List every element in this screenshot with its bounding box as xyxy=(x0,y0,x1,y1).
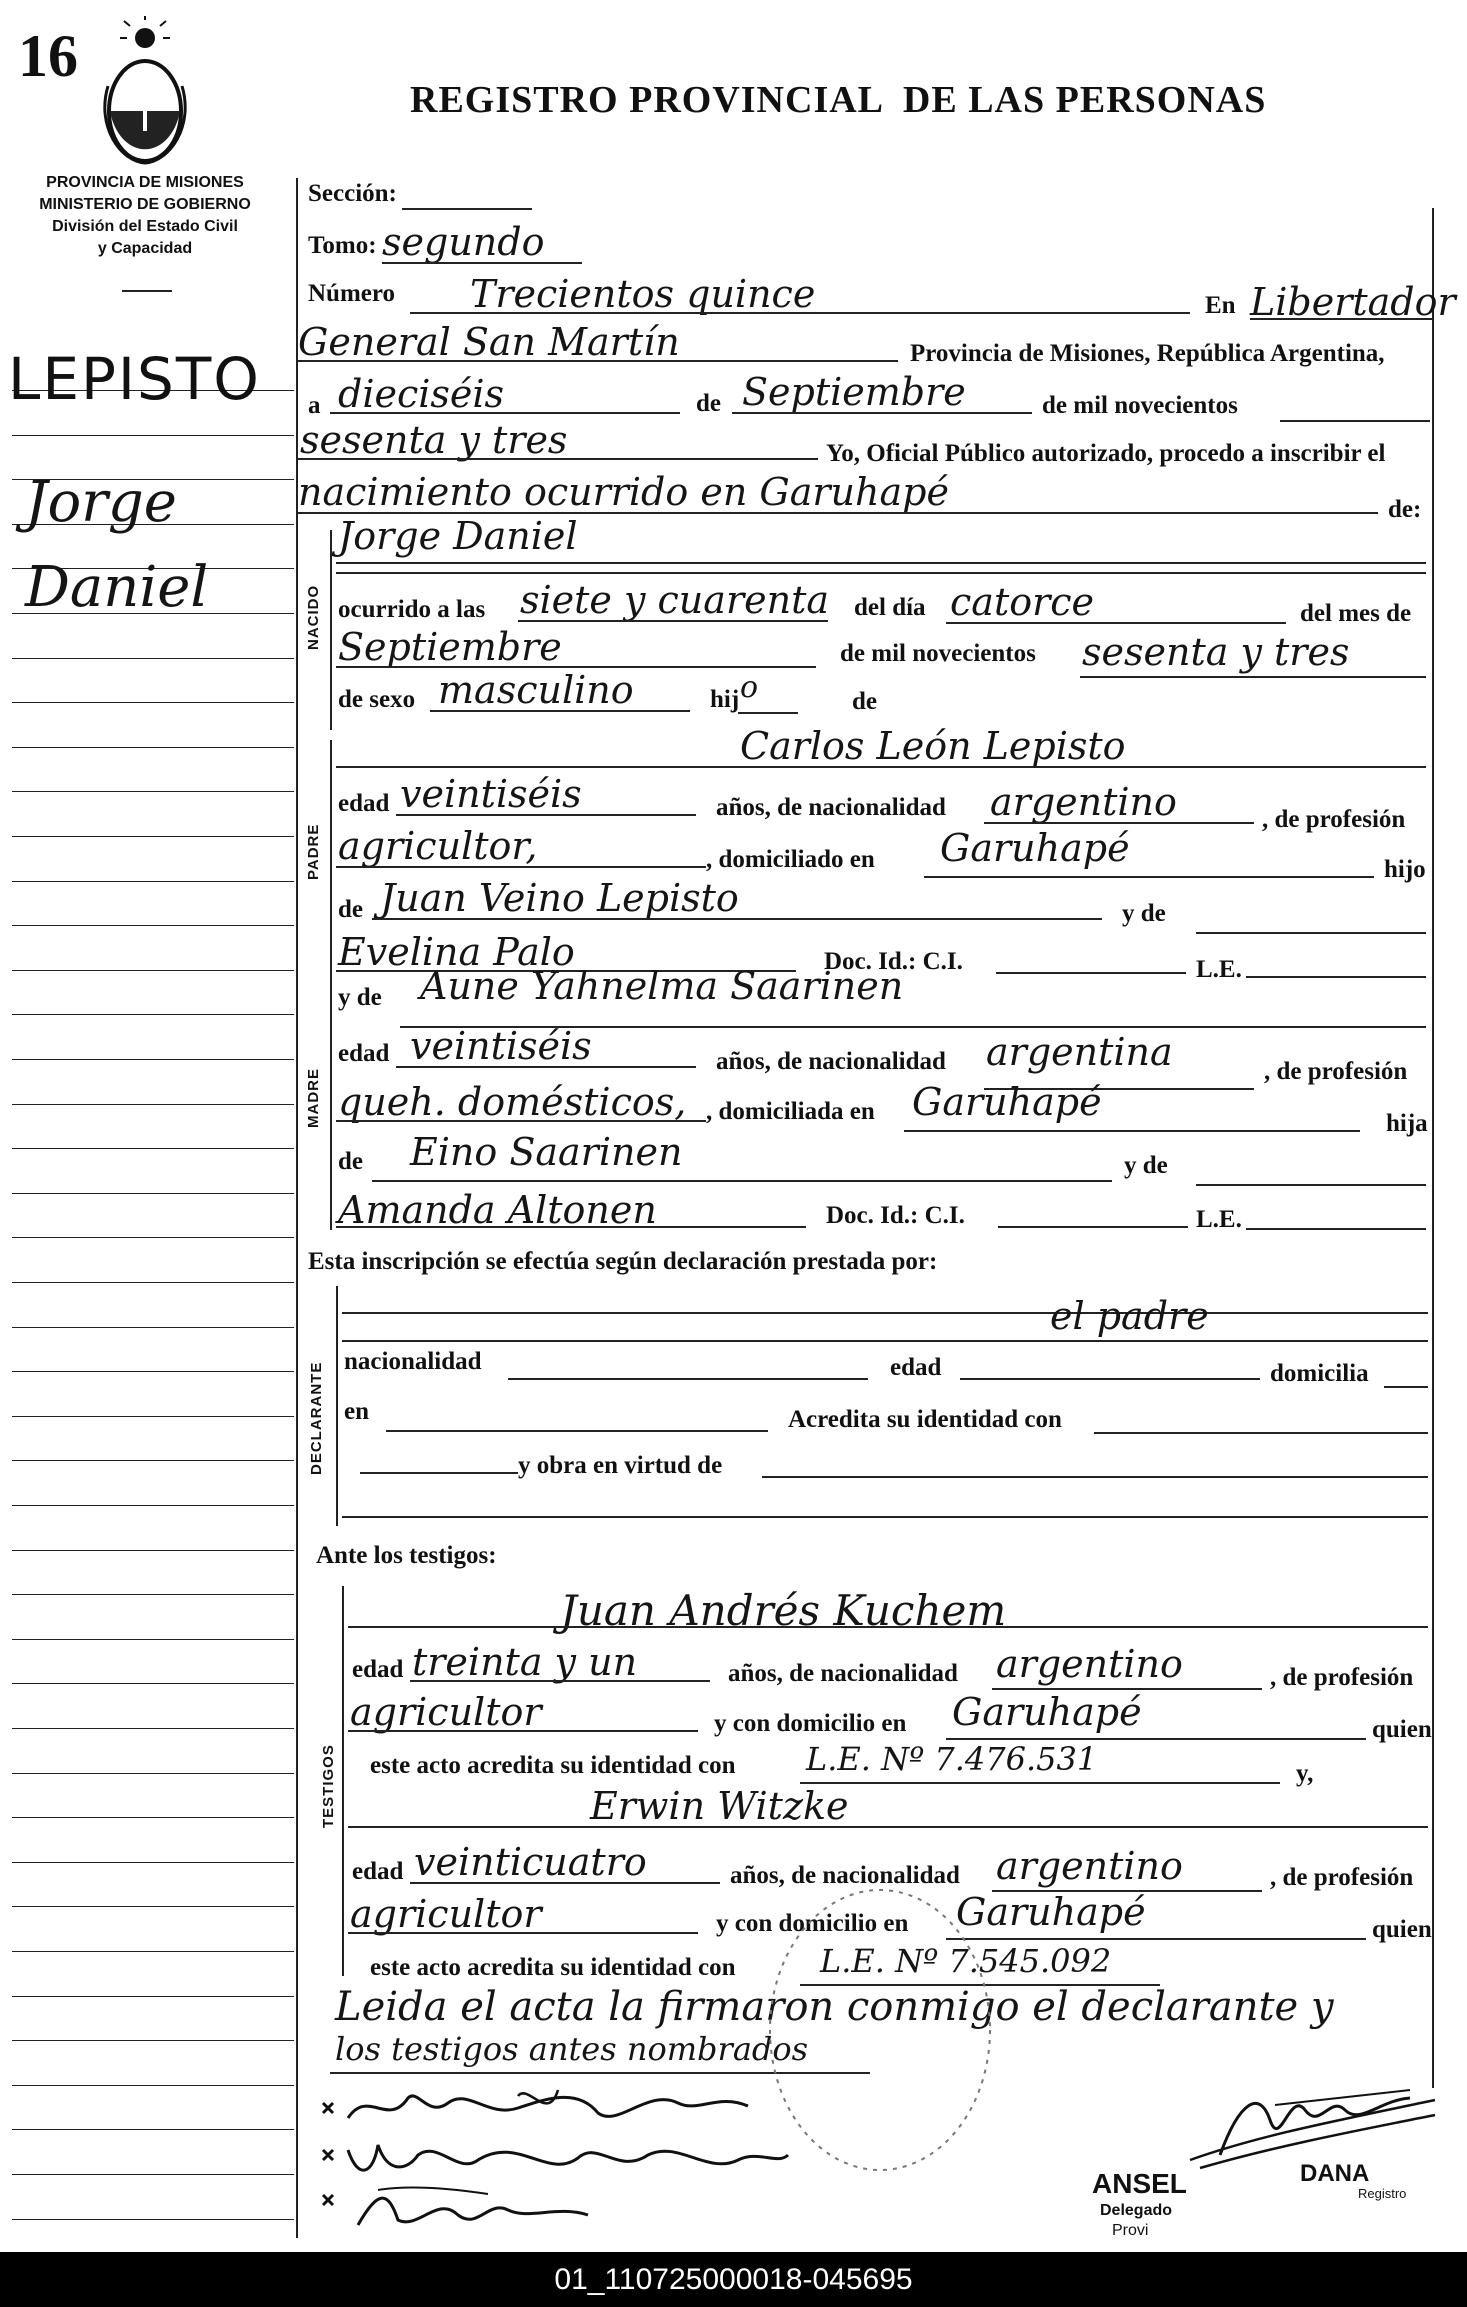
margin-ruled-line xyxy=(12,747,294,748)
madre-prof-value: queh. domésticos, xyxy=(338,1080,687,1124)
madre-edad-value: veintiséis xyxy=(410,1024,592,1068)
lugar-line xyxy=(298,360,898,362)
madre-le-line xyxy=(1246,1228,1426,1230)
margin-ruled-line xyxy=(12,1282,294,1283)
hijo-suffix: o xyxy=(740,670,759,705)
abuelo-p-de-label: de xyxy=(338,896,363,923)
testigo2-anios-label: años, de nacionalidad xyxy=(730,1862,960,1889)
padre-prof-value: agricultor, xyxy=(338,824,538,868)
declarante-line-b xyxy=(342,1340,1428,1342)
declarante-value: el padre xyxy=(1050,1294,1209,1338)
dia-line xyxy=(330,412,680,414)
declarante-obra-pre-line xyxy=(360,1472,518,1474)
margin-ruled-line xyxy=(12,1773,294,1774)
mes-nac-value: Septiembre xyxy=(338,625,562,669)
abuelo-p-line xyxy=(372,918,1102,920)
declarante-en-line xyxy=(386,1430,768,1432)
ocurrido-label: ocurrido a las xyxy=(338,596,486,623)
signature-testigo2 xyxy=(318,2180,618,2240)
padre-nac-value: argentino xyxy=(990,780,1177,824)
testigos-bracket xyxy=(342,1586,344,1976)
abuelo-p-value: Juan Veino Lepisto xyxy=(380,876,739,920)
testigo2-quien-label: quien xyxy=(1372,1916,1432,1943)
testigo2-prof-value: agricultor xyxy=(350,1892,542,1936)
margin-ruled-line xyxy=(12,1371,294,1372)
margin-ruled-line xyxy=(12,1951,294,1952)
margin-ruled-line xyxy=(12,1639,294,1640)
declarante-acredita-line xyxy=(1094,1432,1428,1434)
nombre-line xyxy=(336,562,1426,564)
padre-le-label: L.E. xyxy=(1196,956,1242,983)
side-label-testigos: TESTIGOS xyxy=(320,1744,337,1828)
side-label-madre: MADRE xyxy=(305,1068,322,1128)
hora-line xyxy=(518,620,828,622)
document-id-footer: 01_110725000018-045695 xyxy=(0,2252,1467,2307)
margin-ruled-line xyxy=(12,791,294,792)
org-underline xyxy=(122,290,172,292)
abuela-m-line xyxy=(336,1226,806,1228)
en-value: Libertador xyxy=(1250,280,1456,324)
declarante-extra-line xyxy=(342,1516,1428,1518)
margin-ruled-line xyxy=(12,1862,294,1863)
declarante-domicilia-line xyxy=(1384,1386,1428,1388)
stamp-text-1: ANSEL xyxy=(1092,2168,1187,2199)
padre-edad-label: edad xyxy=(338,790,390,817)
de-label-1: de xyxy=(696,390,721,417)
madre-dom-value: Garuhapé xyxy=(912,1080,1102,1124)
madre-prof-line xyxy=(336,1120,706,1122)
tomo-line xyxy=(382,262,582,264)
testigo1-nombre-line xyxy=(348,1626,1428,1628)
margin-ruled-line xyxy=(12,1148,294,1149)
margin-ruled-line xyxy=(12,1237,294,1238)
padre-prof-label: , de profesión xyxy=(1262,806,1406,833)
margin-ruled-line xyxy=(12,1906,294,1907)
anio-nac-line xyxy=(1080,676,1426,678)
testigo1-dom-label: y con domicilio en xyxy=(714,1710,907,1737)
testigo2-edad-value: veinticuatro xyxy=(414,1840,647,1884)
testigo2-nombre-value: Erwin Witzke xyxy=(590,1784,849,1828)
margin-ruled-line xyxy=(12,1683,294,1684)
margin-ruled-line xyxy=(12,925,294,926)
org-line-province: PROVINCIA DE MISIONES xyxy=(46,174,244,191)
margin-ruled-line xyxy=(12,1327,294,1328)
madre-dom-line xyxy=(904,1130,1360,1132)
side-label-nacido: NACIDO xyxy=(305,584,322,650)
testigo1-nombre-value: Juan Andrés Kuchem xyxy=(560,1586,1007,1635)
madre-y-de-2-label: y de xyxy=(1124,1152,1168,1179)
declarante-obra-line xyxy=(762,1476,1428,1478)
org-line-ministry: MINISTERIO DE GOBIERNO xyxy=(39,196,251,213)
padre-le-line xyxy=(1246,976,1426,978)
padre-nombre-value: Carlos León Lepisto xyxy=(740,724,1126,768)
margin-ruled-line xyxy=(12,1594,294,1595)
anio-tail-line xyxy=(1280,420,1430,422)
padre-docid-label: Doc. Id.: C.I. xyxy=(824,948,963,975)
en-label: En xyxy=(1205,292,1236,319)
sexo-value: masculino xyxy=(438,668,634,712)
madre-docid-line xyxy=(998,1226,1188,1228)
yo-label: Yo, Oficial Público autorizado, procedo a inscribir el xyxy=(826,440,1386,467)
numero-value: Trecientos quince xyxy=(470,272,816,316)
anio-nac-value: sesenta y tres xyxy=(1082,630,1350,674)
padre-docid-line xyxy=(996,972,1186,974)
abuela-m-value: Amanda Altonen xyxy=(338,1188,657,1232)
abuela-p-value: Evelina Palo xyxy=(338,930,575,974)
margin-ruled-line xyxy=(12,702,294,703)
testigo1-doc-line xyxy=(800,1782,1280,1784)
sexo-line xyxy=(430,710,690,712)
testigo1-quien-label: quien xyxy=(1372,1716,1432,1743)
declarante-acredita-label: Acredita su identidad con xyxy=(788,1406,1062,1433)
margin-ruled-line xyxy=(12,2040,294,2041)
madre-nac-value: argentina xyxy=(986,1030,1173,1074)
padre-y-de-label: y de xyxy=(1122,900,1166,927)
padre-hijo-label: hijo xyxy=(1384,856,1426,883)
testigo1-prof-line xyxy=(348,1730,698,1732)
padre-nac-line xyxy=(984,822,1254,824)
testigo1-anios-label: años, de nacionalidad xyxy=(728,1660,958,1687)
testigo2-doc-value: L.E. Nº 7.545.092 xyxy=(820,1942,1112,1980)
padre-prof-line xyxy=(336,866,706,868)
org-block xyxy=(10,172,280,260)
stamp-text-5: Registro xyxy=(1358,2186,1407,2201)
testigo1-edad-line xyxy=(410,1680,710,1682)
declarante-edad-label: edad xyxy=(890,1354,942,1381)
margin-ruled-line xyxy=(12,1193,294,1194)
nacido-bracket xyxy=(330,530,332,730)
declarante-domicilia-label: domicilia xyxy=(1270,1360,1369,1387)
hecho-value: nacimiento ocurrido en Garuhapé xyxy=(298,470,949,514)
margin-ruled-line xyxy=(12,1996,294,1997)
hijo-line xyxy=(738,712,798,714)
madre-y-de-label: y de xyxy=(338,984,382,1011)
margin-ruled-line xyxy=(12,1059,294,1060)
side-label-declarante: DECLARANTE xyxy=(308,1361,325,1475)
mes-line xyxy=(732,412,1032,414)
margin-ruled-line xyxy=(12,1550,294,1551)
padre-dom-value: Garuhapé xyxy=(940,826,1130,870)
testigo1-y-label: y, xyxy=(1296,1760,1314,1787)
margin-given-name-1: Jorge xyxy=(25,470,177,535)
page-number: 16 xyxy=(18,23,78,89)
padre-bracket xyxy=(330,740,332,980)
margin-ruled-line xyxy=(12,881,294,882)
testigo2-prof-label: , de profesión xyxy=(1270,1864,1414,1891)
tomo-label: Tomo: xyxy=(308,232,377,259)
margin-surname: LEPISTO xyxy=(8,345,261,413)
cierre-line-1: Leida el acta la firmaron conmigo el declarante y xyxy=(335,1984,1334,2030)
form-right-border xyxy=(1432,208,1434,2088)
testigo2-edad-label: edad xyxy=(352,1858,404,1885)
stamp-text-2: DANA xyxy=(1300,2160,1370,2187)
org-line-capacity: y Capacidad xyxy=(97,240,193,257)
declarante-edad-line xyxy=(960,1378,1260,1380)
padre-nombre-line xyxy=(336,766,1426,768)
seccion-line xyxy=(402,208,532,210)
declarante-line-a xyxy=(342,1312,1428,1314)
madre-nombre-value: Aune Yahnelma Saarinen xyxy=(420,964,904,1008)
testigo1-dom-value: Garuhapé xyxy=(952,1690,1142,1734)
de-mil-label: de mil novecientos xyxy=(1042,392,1238,419)
madre-y-de-2-line xyxy=(1196,1184,1426,1186)
de-mil-label-2: de mil novecientos xyxy=(840,640,1036,667)
tomo-value: segundo xyxy=(382,220,545,264)
testigo2-nombre-line xyxy=(348,1826,1428,1828)
testigo2-dom-label: y con domicilio en xyxy=(716,1910,909,1937)
en-line xyxy=(1250,318,1432,320)
dia-value: dieciséis xyxy=(338,372,505,416)
padre-y-de-line xyxy=(1196,932,1426,934)
mes-value: Septiembre xyxy=(742,370,966,414)
declaracion-label: Esta inscripción se efectúa según declaración prestada por: xyxy=(308,1248,938,1275)
signature-official xyxy=(1180,2080,1440,2170)
testigo1-edad-label: edad xyxy=(352,1656,404,1683)
margin-given-name-2: Daniel xyxy=(25,555,209,620)
padre-dom-label: , domiciliado en xyxy=(706,846,875,873)
seccion-label: Sección: xyxy=(308,180,397,207)
margin-ruled-line xyxy=(12,836,294,837)
madre-dom-label: , domiciliada en xyxy=(706,1098,875,1125)
abuelo-m-line xyxy=(372,1180,1112,1182)
madre-edad-label: edad xyxy=(338,1040,390,1067)
madre-prof-label: , de profesión xyxy=(1264,1058,1408,1085)
a-label: a xyxy=(308,392,321,419)
testigo2-prof-line xyxy=(348,1932,698,1934)
stamp-text-3: Delegado xyxy=(1100,2202,1173,2219)
de-label-2: de xyxy=(852,688,877,715)
padre-anios-label: años, de nacionalidad xyxy=(716,794,946,821)
margin-ruled-line xyxy=(12,2174,294,2175)
declarante-obra-label: y obra en virtud de xyxy=(518,1452,723,1479)
margin-ruled-line xyxy=(12,1817,294,1818)
testigo2-dom-value: Garuhapé xyxy=(956,1890,1146,1934)
testigo1-doc-value: L.E. Nº 7.476.531 xyxy=(806,1740,1098,1778)
margin-ruled-line xyxy=(12,1728,294,1729)
testigo2-acredita-label: este acto acredita su identidad con xyxy=(370,1954,736,1981)
side-label-padre: PADRE xyxy=(305,823,322,880)
de-sexo-label: de sexo xyxy=(338,686,416,713)
lugar-value: General San Martín xyxy=(298,320,680,364)
nombre-line-2 xyxy=(336,572,1426,574)
dia-nac-value: catorce xyxy=(950,580,1095,624)
testigo1-prof-label: , de profesión xyxy=(1270,1664,1414,1691)
de-colon-label: de: xyxy=(1388,496,1422,523)
madre-anios-label: años, de nacionalidad xyxy=(716,1048,946,1075)
testigo2-dom-line xyxy=(946,1938,1366,1940)
nombre-value: Jorge Daniel xyxy=(338,514,578,558)
testigo1-prof-value: agricultor xyxy=(350,1690,542,1734)
declarante-nac-label: nacionalidad xyxy=(344,1348,482,1375)
madre-docid-label: Doc. Id.: C.I. xyxy=(826,1202,965,1229)
del-mes-label: del mes de xyxy=(1300,600,1412,627)
org-line-division: División del Estado Civil xyxy=(52,218,238,235)
numero-label: Número xyxy=(308,280,396,307)
declarante-nac-line xyxy=(508,1378,868,1380)
padre-edad-line xyxy=(396,814,696,816)
cierre-line-2: los testigos antes nombrados xyxy=(335,2030,809,2068)
margin-ruled-line xyxy=(12,435,294,436)
margin-ruled-line xyxy=(12,970,294,971)
anio-value: sesenta y tres xyxy=(300,418,568,462)
margin-ruled-line xyxy=(12,1104,294,1105)
madre-bracket xyxy=(330,980,332,1230)
dia-nac-line xyxy=(946,622,1286,624)
hijo-label: hij xyxy=(710,686,740,713)
testigo1-edad-value: treinta y un xyxy=(412,1640,638,1684)
margin-ruled-line xyxy=(12,2085,294,2086)
madre-le-label: L.E. xyxy=(1196,1206,1242,1233)
margin-ruled-line xyxy=(12,1505,294,1506)
numero-line xyxy=(410,312,1190,314)
padre-dom-line xyxy=(924,876,1374,878)
margin-ruled-line xyxy=(12,1460,294,1461)
abuelo-m-value: Eino Saarinen xyxy=(410,1130,683,1174)
official-stamp-ring xyxy=(760,1880,1000,2180)
stamp-text-4: Provi xyxy=(1112,2222,1149,2239)
abuelo-m-de-label: de xyxy=(338,1148,363,1175)
declarante-en-label: en xyxy=(344,1398,369,1425)
ante-label: Ante los testigos: xyxy=(316,1542,497,1569)
padre-edad-value: veintiséis xyxy=(400,772,582,816)
coat-of-arms-icon xyxy=(100,16,190,166)
margin-ruled-line xyxy=(12,2129,294,2130)
testigo2-edad-line xyxy=(410,1882,720,1884)
provincia-label: Provincia de Misiones, República Argentina, xyxy=(910,340,1385,367)
testigo2-nac-value: argentino xyxy=(996,1844,1183,1888)
margin-ruled-line xyxy=(12,658,294,659)
del-dia-label: del día xyxy=(854,594,926,621)
margin-ruled-line xyxy=(12,2219,294,2220)
anio-line xyxy=(298,458,818,460)
madre-edad-line xyxy=(396,1066,696,1068)
margin-ruled-line xyxy=(12,1416,294,1417)
page-title: REGISTRO PROVINCIAL DE LAS PERSONAS xyxy=(410,79,1267,121)
signature-declarante xyxy=(318,2078,778,2138)
declarante-bracket xyxy=(336,1286,338,1526)
hora-value: siete y cuarenta xyxy=(520,578,829,622)
madre-hija-label: hija xyxy=(1386,1110,1428,1137)
testigo1-acredita-label: este acto acredita su identidad con xyxy=(370,1752,736,1779)
testigo1-nac-value: argentino xyxy=(996,1642,1183,1686)
margin-ruled-line xyxy=(12,1014,294,1015)
